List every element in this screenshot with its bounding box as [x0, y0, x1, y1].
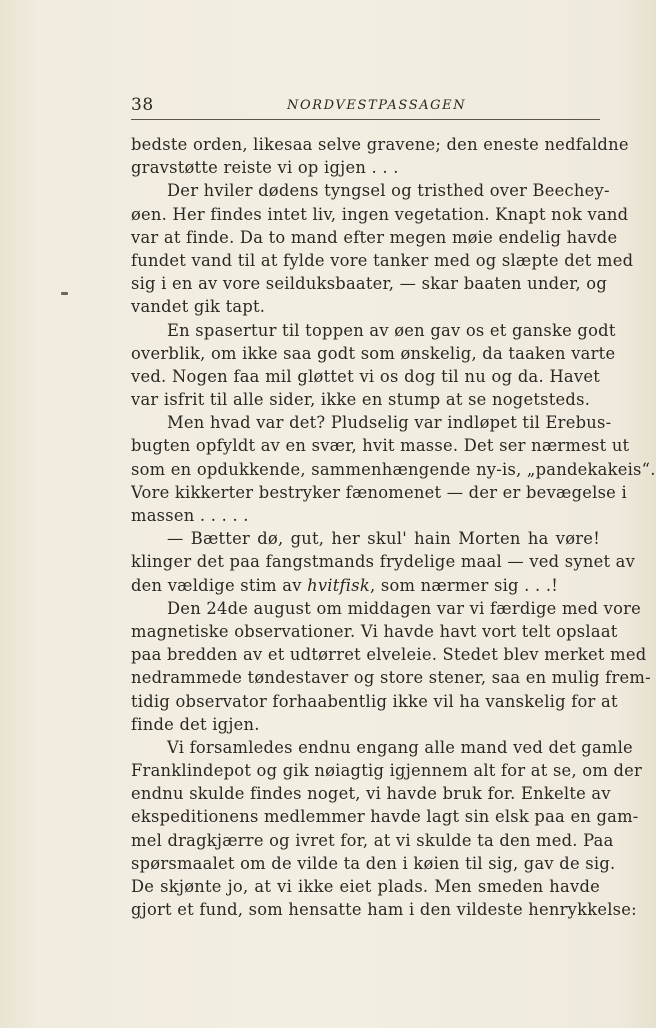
text-line: Den 24de august om middagen var vi færdige med vore [167, 598, 642, 618]
running-title: NORDVESTPASSAGEN [287, 98, 467, 113]
text-line: klinger det paa fangstmands frydelige maal — ved synet av [131, 552, 636, 572]
italic-term: hvitfisk [307, 575, 370, 595]
text-line: var at finde. Da to mand efter megen møie endelig havde [131, 227, 618, 247]
text-line: overblik, om ikke saa godt som ønskelig, da taaken varte [131, 343, 616, 363]
text-line: den vældige stim av hvitfisk, som nærmer sig . . .! [131, 575, 559, 595]
page-header [131, 95, 600, 120]
page-number: 38 [131, 95, 154, 115]
text-line: massen . . . . . [131, 506, 249, 525]
text-line: endnu skulde findes noget, vi havde bruk for. Enkelte av [131, 784, 611, 804]
text-line: øen. Her findes intet liv, ingen vegetation. Knapt nok vand [131, 204, 629, 224]
text-line: bedste orden, likesaa selve gravene; den eneste nedfaldne [131, 135, 629, 154]
text-line: vandet gik tapt. [131, 297, 266, 317]
text-line: gravstøtte reiste vi op igjen . . . [131, 158, 399, 178]
text-line: Franklindepot og gik nøiagtig igjennem alt for at se, om der [131, 761, 643, 781]
text-line: ved. Nogen faa mil gløttet vi os dog til nu og da. Havet [131, 366, 600, 386]
text-line: finde det igjen. [131, 714, 260, 734]
text-line: sig i en av vore seilduksbaater, — skar baaten under, og [131, 274, 608, 294]
text-line: spørsmaalet om de vilde ta den i køien til sig, gav de sig. [131, 853, 616, 873]
text-line: Men hvad var det? Pludselig var indløpet til Erebus- [167, 413, 612, 433]
text-line: fundet vand til at fylde vore tanker med og slæpte det med [131, 250, 634, 270]
text-line: magnetiske observationer. Vi havde havt vort telt opslaat [131, 621, 618, 641]
text-line: En spasertur til toppen av øen gav os et ganske godt [167, 320, 616, 340]
text-line: — Bætter dø, gut, her skul' hain Morten ha vøre! [167, 529, 600, 549]
text-line: nedrammede tøndestaver og store stener, saa en mulig frem- [131, 668, 651, 688]
text-line: Der hviler dødens tyngsel og tristhed over Beechey- [167, 181, 610, 201]
text-line: mel dragkjærre og ivret for, at vi skulde ta den med. Paa [131, 830, 614, 850]
text-line: Vi forsamledes endnu engang alle mand ved det gamle [167, 737, 633, 757]
text-line: tidig observator forhaabentlig ikke vil ha vanskelig for at [131, 691, 618, 711]
text-line: De skjønte jo, at vi ikke eiet plads. Men smeden havde [131, 877, 600, 896]
text-line: bugten opfyldt av en svær, hvit masse. Det ser nærmest ut [131, 436, 630, 456]
text-line: ekspeditionens medlemmer havde lagt sin elsk paa en gam- [131, 807, 639, 827]
text-line: som en opdukkende, sammenhængende ny-is, „pandekakeis“. [131, 459, 656, 479]
text-line: gjort et fund, som hensatte ham i den vildeste henrykkelse: [131, 900, 637, 920]
body-text [131, 133, 656, 921]
text-line: Vore kikkerter bestryker fænomenet — der er bevægelse i [131, 482, 627, 502]
text-line: var isfrit til alle sider, ikke en stump at se nogetsteds. [131, 390, 591, 410]
text-line: paa bredden av et udtørret elveleie. Stedet blev merket med [131, 645, 647, 665]
margin-mark [61, 292, 68, 295]
